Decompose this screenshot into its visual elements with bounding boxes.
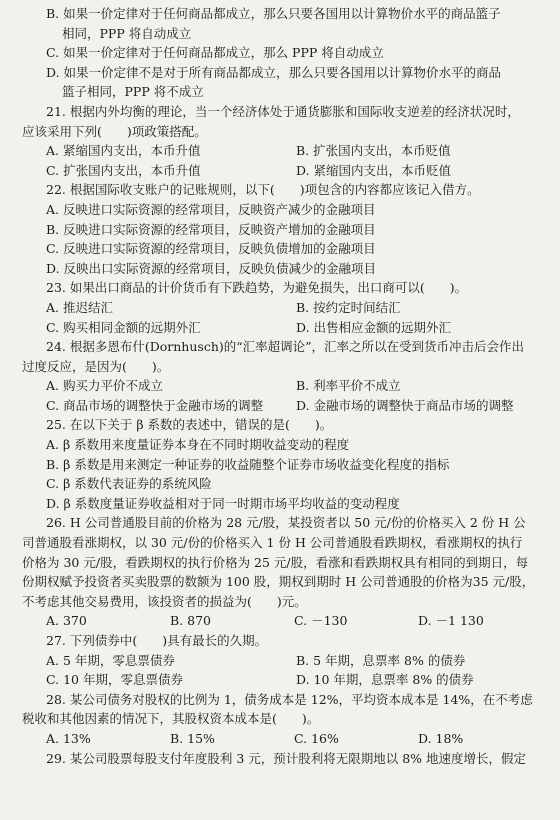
- option-a: A. β 系数用来度量证券本身在不同时期收益变动的程度: [46, 437, 350, 453]
- question-21-options-row1: [22, 141, 542, 161]
- question-21-stem-cont: 应该采用下列( )项政策搭配。: [22, 123, 207, 139]
- question-23: [22, 278, 542, 337]
- option-d: D. 紧缩国内支出，本币贬值: [296, 162, 452, 178]
- question-23-options-row1: [22, 298, 542, 318]
- option-c: C. 反映进口实际资源的经常项目，反映负债增加的金融项目: [46, 241, 376, 257]
- option-c: C. β 系数代表证券的系统风险: [46, 476, 212, 492]
- question-24-options-row2: [22, 396, 542, 416]
- option-a: A. 紧缩国内支出，本币升值: [46, 143, 201, 159]
- option-d: D. β 系数度量证券收益相对于同一时期市场平均收益的变动程度: [46, 495, 400, 511]
- question-27: [22, 631, 542, 690]
- question-24: [22, 337, 542, 415]
- prev-option-b: B. 如果一价定律对于任何商品都成立，那么只要各国用以计算物价水平的商品篮子: [46, 6, 501, 21]
- question-26: [22, 513, 542, 631]
- prev-option-c: C. 如果一价定律对于任何商品都成立，那么 PPP 将自动成立: [46, 45, 384, 61]
- question-26-stem-cont: 不考虑其他交易费用，该投资者的损益为( )元。: [22, 593, 307, 609]
- option-a: A. 反映进口实际资源的经常项目，反映资产减少的金融项目: [46, 201, 376, 217]
- question-21-options-row2: [22, 161, 542, 181]
- question-27-options-row1: [22, 651, 542, 671]
- option-a: A. 5 年期，零息票债券: [46, 652, 175, 668]
- option-a: A. 购买力平价不成立: [46, 378, 163, 394]
- option-b: B. 5 年期，息票率 8% 的债券: [296, 652, 466, 668]
- option-d: D. 10 年期，息票率 8% 的债券: [296, 672, 474, 688]
- option-c: C. 16%: [294, 730, 339, 746]
- question-27-stem: 27. 下列债券中( )具有最长的久期。: [46, 633, 268, 648]
- option-d: D. 反映出口实际资源的经常项目，反映负债减少的金融项目: [46, 260, 377, 276]
- question-22-stem: 22. 根据国际收支账户的记账规则，以下( )项包含的内容都应该记入借方。: [46, 182, 480, 198]
- option-c: C. 扩张国内支出，本币升值: [46, 162, 201, 178]
- option-c: C. －130: [294, 613, 348, 629]
- option-a: A. 370: [46, 613, 87, 629]
- question-25-stem: 25. 在以下关于 β 系数的表述中，错误的是( )。: [46, 417, 333, 433]
- option-b: B. β 系数是用来测定一种证券的收益随整个证券市场收益变化程度的指标: [46, 456, 450, 472]
- question-21-stem: 21. 根据内外均衡的理论，当一个经济体处于通货膨胀和国际收支逆差的经济状况时，: [46, 103, 520, 119]
- option-b: B. 15%: [170, 730, 215, 746]
- option-b: B. 870: [170, 613, 211, 629]
- option-c: C. 10 年期，零息票债券: [46, 672, 183, 688]
- option-b: B. 反映进口实际资源的经常项目，反映资产增加的金融项目: [46, 221, 376, 237]
- question-24-stem: 24. 根据多恩布什(Dornhusch)的“汇率超调论”，汇率之所以在受到货币冲击后会作出: [46, 339, 525, 355]
- question-25: [22, 415, 542, 513]
- question-23-stem: 23. 如果出口商品的计价货币有下跌趋势，为避免损失，出口商可以( )。: [46, 280, 468, 296]
- question-28-stem-cont: 税收和其他因素的情况下，其股权资本成本是( )。: [22, 711, 320, 727]
- question-26-stem: 26. H 公司普通股目前的价格为 28 元/股，某投资者以 50 元/份的价格买入 2 份 H 公: [46, 515, 526, 531]
- question-22: [22, 180, 542, 278]
- prev-option-b-cont: 相同，PPP 将自动成立: [62, 25, 192, 41]
- prev-option-d-cont: 篮子相同，PPP 将不成立: [62, 84, 204, 100]
- question-29: [22, 749, 542, 769]
- option-d: D. －1 130: [418, 613, 484, 629]
- question-24-options-row1: [22, 376, 542, 396]
- option-c: C. 商品市场的调整快于金融市场的调整: [46, 397, 264, 413]
- question-21: [22, 102, 542, 180]
- question-28-stem: 28. 某公司债务对股权的比例为 1，债务成本是 12%，平均资本成本是 14%，在不考虑: [46, 691, 533, 707]
- option-d: D. 出售相应金额的远期外汇: [296, 319, 452, 335]
- question-29-stem: 29. 某公司股票每股支付年度股利 3 元，预计股利将无限期地以 8% 地速度增长，假定: [46, 750, 527, 766]
- question-26-stem-cont: 价格为 30 元/股，看跌期权的执行价格为 25 元/股，看涨和看跌期权具有相同的到期日，每: [22, 554, 529, 570]
- option-a: A. 13%: [46, 730, 91, 746]
- option-b: B. 按约定时间结汇: [296, 299, 401, 315]
- prev-option-d: D. 如果一价定律不是对于所有商品都成立，那么只要各国用以计算物价水平的商品: [46, 64, 502, 80]
- question-26-stem-cont: 份期权赋予投资者买卖股票的数额为 100 股，期权到期时 H 公司普通股的价格为35 元/股，: [22, 574, 535, 590]
- option-a: A. 推迟结汇: [46, 299, 113, 315]
- question-26-options: [22, 611, 542, 631]
- option-c: C. 购买相同金额的远期外汇: [46, 319, 201, 335]
- option-d: D. 18%: [418, 730, 464, 746]
- option-b: B. 利率平价不成立: [296, 378, 401, 394]
- option-d: D. 金融市场的调整快于商品市场的调整: [296, 397, 514, 413]
- question-28: [22, 690, 542, 749]
- question-28-options: [22, 729, 542, 749]
- exam-page: [22, 4, 542, 768]
- question-27-options-row2: [22, 670, 542, 690]
- question-23-options-row2: [22, 318, 542, 338]
- question-24-stem-cont: 过度反应，是因为( )。: [22, 358, 170, 374]
- option-b: B. 扩张国内支出，本币贬值: [296, 143, 451, 159]
- question-26-stem-cont: 司普通股看涨期权，以 30 元/份的价格买入 1 份 H 公司普通股看跌期权，看涨期权的执行: [22, 535, 523, 551]
